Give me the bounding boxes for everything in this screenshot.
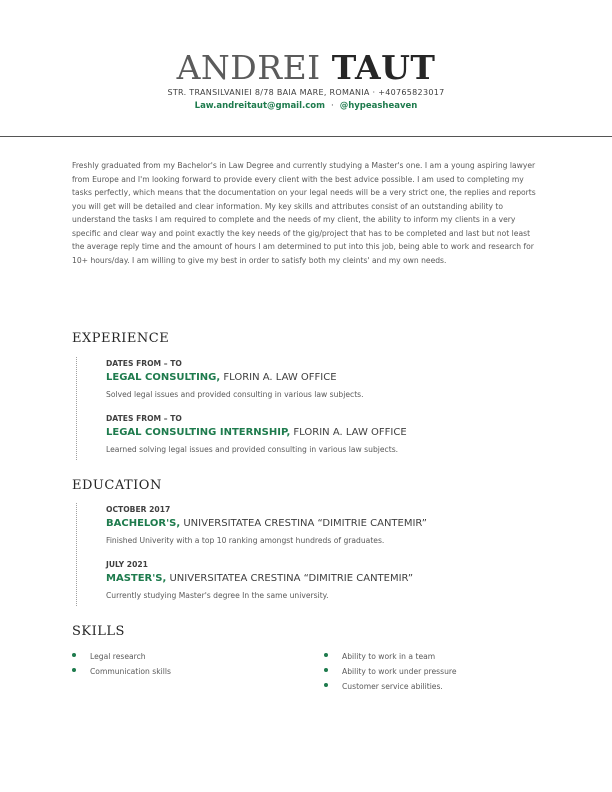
entry-dates: JULY 2021: [106, 560, 148, 569]
last-name: TAUT: [331, 48, 436, 87]
address-line: STR. TRANSILVANIEI 8/78 BAIA MARE, ROMANIA · +40765823017: [167, 88, 445, 97]
entry-org: FLORIN A. LAW OFFICE: [290, 427, 407, 438]
entry-title: LEGAL CONSULTING,: [106, 372, 221, 383]
experience-entry: [106, 414, 556, 454]
education-heading: EDUCATION: [72, 478, 162, 493]
social-handle-link[interactable]: @hypeasheaven: [339, 101, 418, 111]
experience-heading: EXPERIENCE: [72, 331, 170, 346]
skill-item: [324, 652, 457, 667]
education-entry: [106, 505, 556, 545]
contact-separator: ·: [330, 101, 334, 111]
contact-line: [0, 101, 612, 111]
experience-timeline: [76, 357, 77, 460]
entry-role: [106, 518, 556, 529]
skill-label: Legal research: [90, 652, 146, 661]
candidate-name: [0, 48, 612, 87]
bullet-icon: [72, 668, 76, 672]
entry-dates: OCTOBER 2017: [106, 505, 171, 514]
entry-description: Finished Univerity with a top 10 ranking amongst hundreds of graduates.: [106, 536, 385, 545]
summary-paragraph: Freshly graduated from my Bachelor's in Law Degree and currently studying a Master's one. I am a young aspiring lawyer from Europe and I'm looking forward to provide every client with the best advice possible. I am used to completing my tasks perfectly, which means that the documentation on your legal needs will be a very strict one, the replies and reports you will get will be detailed and clear information. My key skills and attributes consist of an outstanding ability to understand the tasks I am required to complete and the needs of my client, the ability to inform my clients in a very specific and clear way and point exactly the key needs of the gig/project that has to be completed and last but not least the average reply time and the amount of hours I am determined to put into this job, being able to work and research for 10+ hours/day. I am willing to give my best in order to satisfy both my cleints' and my own needs.: [72, 161, 536, 265]
skill-item: [72, 667, 171, 682]
entry-description: Currently studying Master's degree In the same university.: [106, 591, 329, 600]
entry-title: BACHELOR'S,: [106, 518, 181, 529]
entry-dates: DATES FROM – TO: [106, 359, 182, 368]
entry-role: [106, 372, 556, 383]
bullet-icon: [324, 668, 328, 672]
entry-role: [106, 573, 556, 584]
first-name: ANDREI: [176, 48, 321, 87]
skills-heading: SKILLS: [72, 624, 125, 639]
skill-label: Ability to work in a team: [342, 652, 436, 661]
entry-title: LEGAL CONSULTING INTERNSHIP,: [106, 427, 291, 438]
entry-description: Solved legal issues and provided consulting in various law subjects.: [106, 390, 364, 399]
skill-item: [324, 667, 457, 682]
email-link[interactable]: Law.andreitaut@gmail.com: [194, 101, 325, 111]
bullet-icon: [72, 653, 76, 657]
entry-org: FLORIN A. LAW OFFICE: [220, 372, 337, 383]
experience-entry: [106, 359, 556, 399]
header-divider: [0, 136, 612, 137]
bullet-icon: [324, 653, 328, 657]
entry-description: Learned solving legal issues and provided consulting in various law subjects.: [106, 445, 399, 454]
skill-item: [72, 652, 171, 667]
bullet-icon: [324, 683, 328, 687]
entry-title: MASTER'S,: [106, 573, 167, 584]
skills-list-right: [324, 652, 457, 697]
skill-label: Customer service abilities.: [342, 682, 443, 691]
entry-org: UNIVERSITATEA CRESTINA “DIMITRIE CANTEMIR”: [180, 518, 427, 529]
skill-label: Communication skills: [90, 667, 171, 676]
skill-item: [324, 682, 457, 697]
education-entry: [106, 560, 556, 600]
skill-label: Ability to work under pressure: [342, 667, 457, 676]
skills-list-left: [72, 652, 171, 682]
entry-dates: DATES FROM – TO: [106, 414, 182, 423]
entry-org: UNIVERSITATEA CRESTINA “DIMITRIE CANTEMIR”: [166, 573, 414, 584]
entry-role: [106, 427, 556, 438]
education-timeline: [76, 503, 77, 606]
